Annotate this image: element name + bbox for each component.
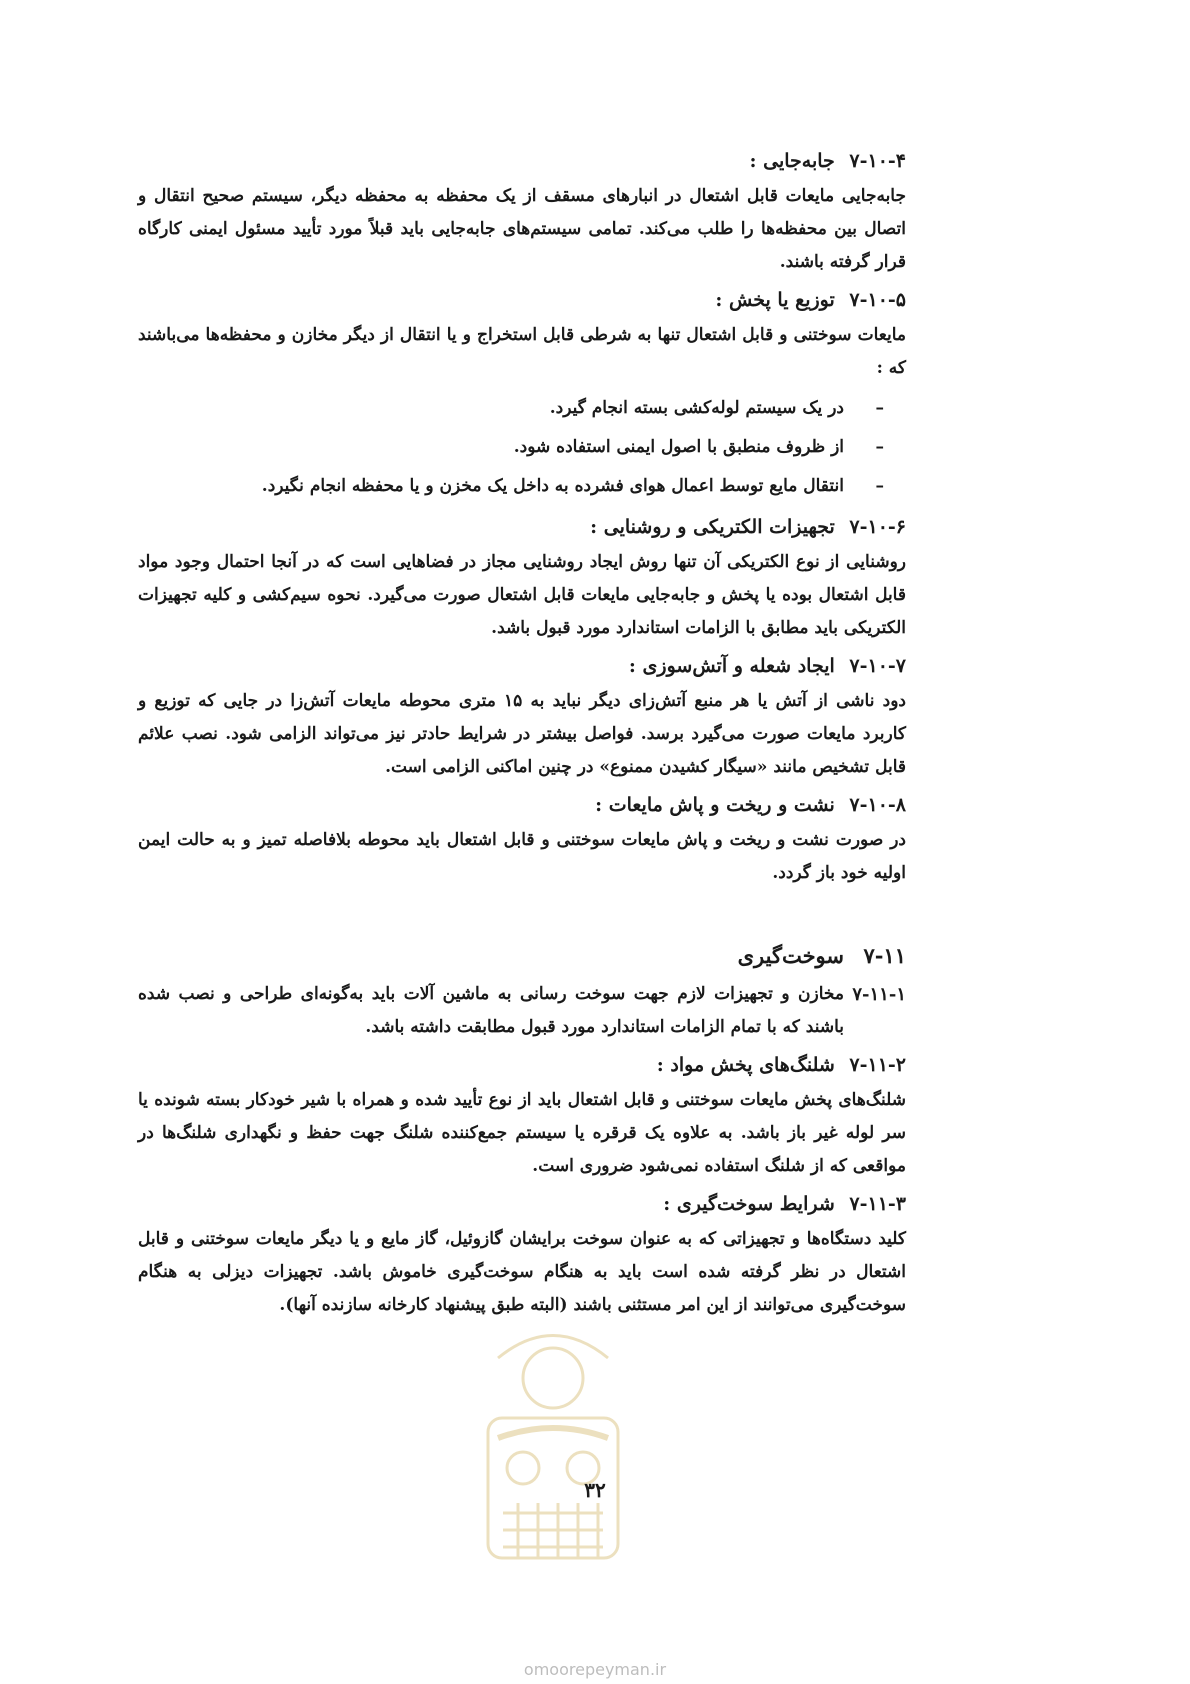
section-number: ۷-۱۰-۸ — [849, 794, 906, 816]
list-item: – انتقال مایع توسط اعمال هوای فشرده به داخل یک مخزن و یا محفظه انجام نگیرد. — [138, 467, 844, 506]
section-body: مایعات سوختنی و قابل اشتعال تنها به شرطی قابل استخراج و یا انتقال از دیگر مخازن و محفظه‌ها می‌باشند که : — [138, 325, 906, 378]
section-title: توزیع یا پخش : — [715, 289, 835, 311]
section-number: ۷-۱۰-۴ — [849, 150, 906, 172]
numbered-item-7-11-1 — [138, 978, 906, 1044]
section-body: جابه‌جایی مایعات قابل اشتعال در انبارهای مسقف از یک محفظه به محفظه دیگر، سیستم صحیح انتقال و اتصال بین محفظه‌ها را طلب می‌کند. تمامی سیستم‌های جابه‌جایی باید قبلاً مورد تأیید مسئول ایمنی کارگاه قرار گرفته باشند. — [138, 186, 906, 272]
section-body: دود ناشی از آتش یا هر منبع آتش‌زای دیگر نباید به ۱۵ متری محوطه مایعات آتش‌زا در جایی که توزیع و کاربرد مایعات صورت می‌گیرد برسد. فواصل بیشتر در شرایط حادتر نیز می‌تواند الزامی شود. نصب علائم قابل تشخیص مانند «سیگار کشیدن ممنوع» در چنین اماکنی الزامی است. — [138, 691, 906, 777]
section-number: ۷-۱۱-۲ — [849, 1054, 906, 1076]
section-number: ۷-۱۰-۵ — [849, 289, 906, 311]
dash-icon: – — [875, 476, 884, 496]
section-title: نشت و ریخت و پاش مایعات : — [595, 794, 835, 816]
section-title: شرایط سوخت‌گیری : — [663, 1193, 835, 1215]
section-heading-7-10-5 — [138, 283, 906, 317]
section-body: در صورت نشت و ریخت و پاش مایعات سوختنی و قابل اشتعال باید محوطه بلافاصله تمیز و به حالت ایمن اولیه خود باز گردد. — [138, 830, 906, 883]
section-heading-7-10-4 — [138, 144, 906, 178]
condition-list — [138, 389, 906, 506]
section-heading-7-10-6 — [138, 510, 906, 544]
section-title: شلنگ‌های پخش مواد : — [656, 1054, 835, 1076]
watermark-seal-icon — [478, 1318, 628, 1564]
section-body: کلید دستگاه‌ها و تجهیزاتی که به عنوان سوخت برایشان گازوئیل، گاز مایع و یا دیگر مایعات سوختنی و قابل اشتعال در نظر گرفته شده است باید به هنگام سوخت‌گیری خاموش باشد. تجهیزات دیزلی به هنگام سوخت‌گیری می‌توانند از این امر مستثنی باشند (البته طبق پیشنهاد کارخانه سازنده آنها). — [138, 1229, 906, 1315]
watermark-url: omoorepeyman.ir — [523, 1660, 667, 1679]
section-title: ایجاد شعله و آتش‌سوزی : — [628, 655, 835, 677]
section-body: روشنایی از نوع الکتریکی آن تنها روش ایجاد روشنایی مجاز در فضاهایی است که در آنجا احتمال وجود مواد قابل اشتعال بوده یا پخش و جابه‌جایی مایعات قابل اشتعال صورت می‌گیرد. نحوه سیم‌کشی و کلیه تجهیزات الکتریکی باید مطابق با الزامات استاندارد مورد قبول باشد. — [138, 552, 906, 638]
section-number: ۷-۱۰-۷ — [849, 655, 906, 677]
chapter-title: سوخت‌گیری — [737, 943, 844, 968]
section-title: جابه‌جایی : — [749, 150, 835, 172]
section-heading-7-10-8 — [138, 788, 906, 822]
list-item: – در یک سیستم لوله‌کشی بسته انجام گیرد. — [138, 389, 844, 428]
chapter-number: ۷-۱۱ — [863, 943, 906, 968]
document-page — [138, 140, 906, 1326]
chapter-heading — [138, 938, 906, 974]
section-heading-7-11-3 — [138, 1187, 906, 1221]
page-number: ۳۲ — [584, 1478, 606, 1502]
section-body: شلنگ‌های پخش مایعات سوختنی و قابل اشتعال باید از نوع تأیید شده و همراه با شیر خودکار بسته شونده یا سر لوله غیر باز باشد. به علاوه یک قرقره یا سیستم جمع‌کننده شلنگ جهت حفظ و نگهداری شلنگ‌ها در مواقعی که از شلنگ استفاده نمی‌شود ضروری است. — [138, 1090, 906, 1176]
list-item: – از ظروف منطبق با اصول ایمنی استفاده شود. — [138, 428, 844, 467]
item-text: مخازن و تجهیزات لازم جهت سوخت رسانی به ماشین آلات باید به‌گونه‌ای طراحی و نصب شده باشند که با تمام الزامات استاندارد مورد قبول مطابقت داشته باشد. — [138, 984, 844, 1037]
section-number: ۷-۱۰-۶ — [849, 516, 906, 538]
dash-icon: – — [875, 437, 884, 457]
section-number: ۷-۱۱-۳ — [849, 1193, 906, 1215]
section-heading-7-11-2 — [138, 1048, 906, 1082]
section-title: تجهیزات الکتریکی و روشنایی : — [590, 516, 835, 538]
section-heading-7-10-7 — [138, 649, 906, 683]
item-number: ۷-۱۱-۱ — [852, 984, 906, 1005]
dash-icon: – — [875, 398, 884, 418]
